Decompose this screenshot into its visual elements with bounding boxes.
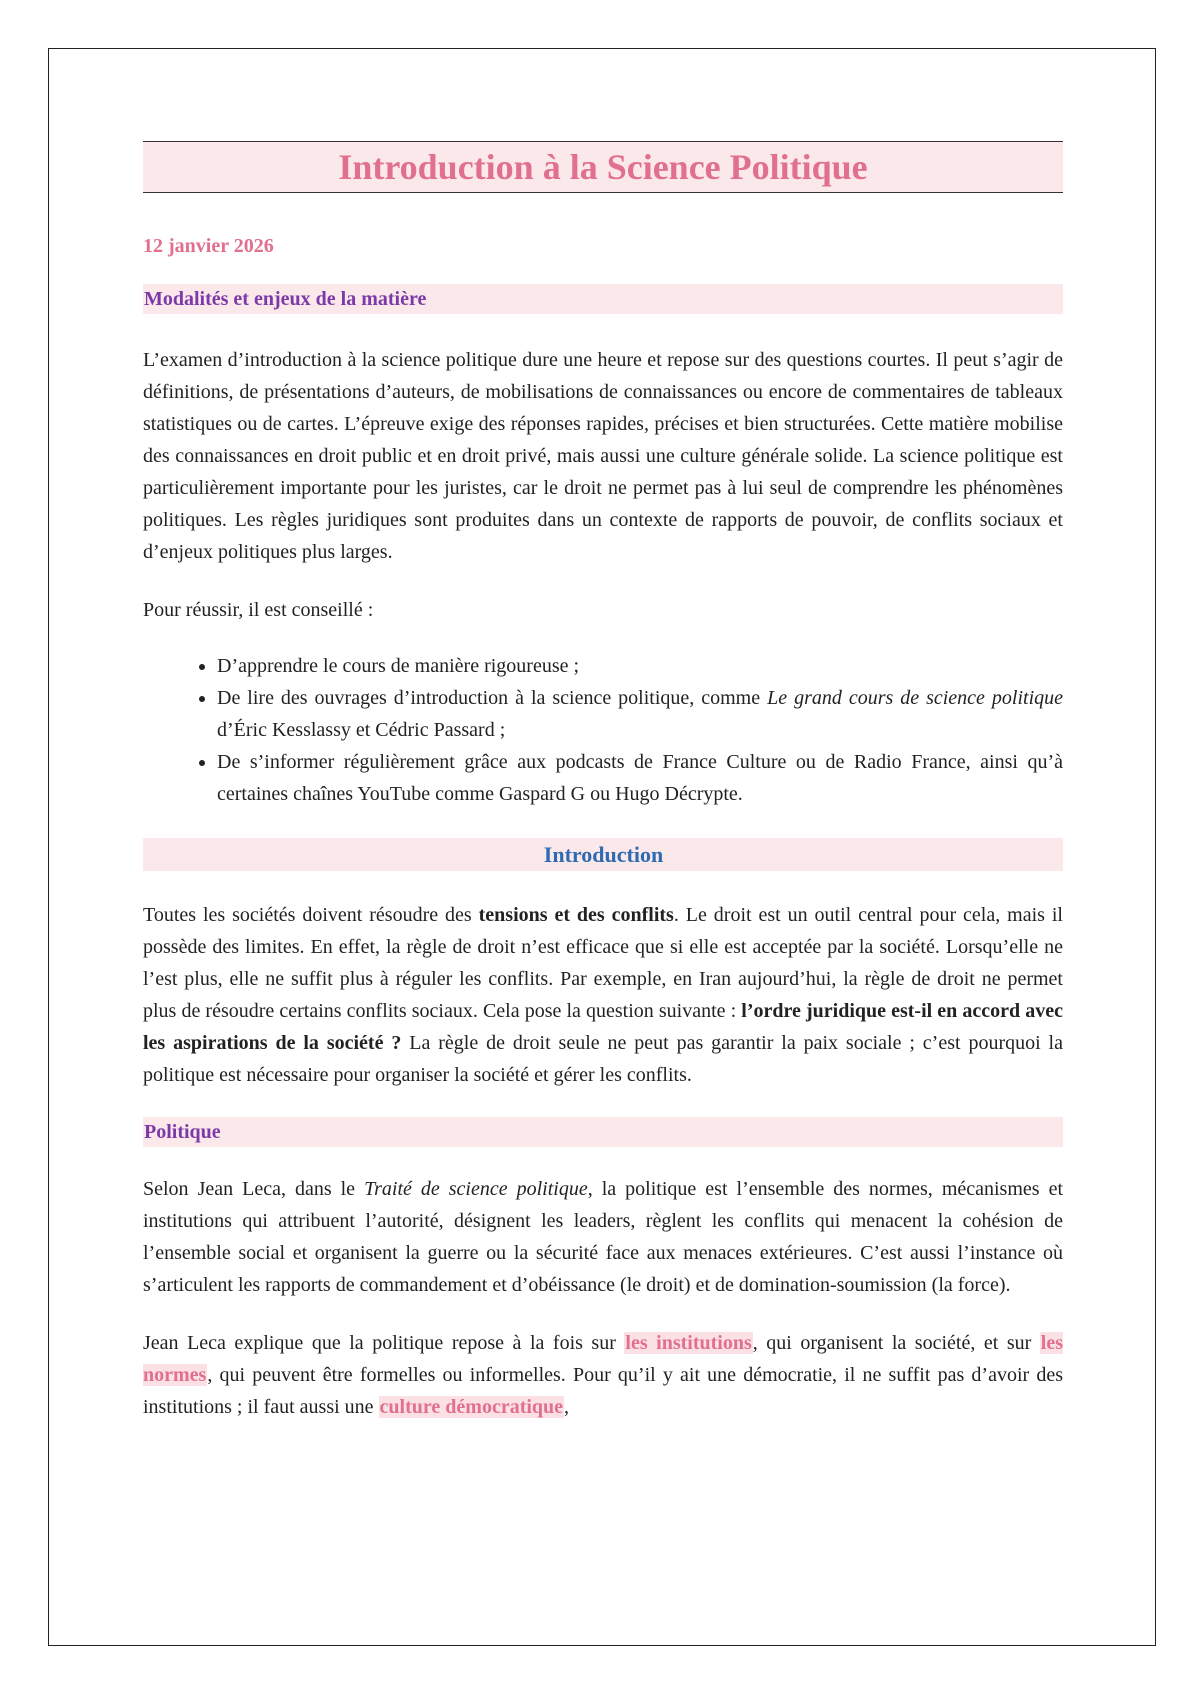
- text-run: La règle de droit seule ne peut pas garantir la paix sociale ; c’est pourquoi la politique est nécessaire pour organiser la société et gérer les conflits.: [143, 1032, 1063, 1086]
- paragraph-introduction: [143, 899, 1063, 1091]
- list-item: [217, 746, 1063, 810]
- list-item-text: De s’informer régulièrement grâce aux podcasts de France Culture ou de Radio France, ainsi qu’à certaines chaînes YouTube comme Gaspard G ou Hugo Décrypte.: [217, 751, 1063, 805]
- text-run: , qui organisent la société, et sur: [752, 1332, 1040, 1354]
- list-item: [217, 682, 1063, 746]
- paragraph-leca-definition: [143, 1173, 1063, 1301]
- text-run: Selon Jean Leca, dans le: [143, 1178, 365, 1200]
- document-content: [143, 141, 1063, 1423]
- paragraph-modalites: L’examen d’introduction à la science politique dure une heure et repose sur des questions courtes. Il peut s’agir de définitions, de présentations d’auteurs, de mobilisations de connaissances ou encore de commentaires de tableaux statistiques ou de cartes. L’épreuve exige des réponses rapides, précises et bien structurées. Cette matière mobilise des connaissances en droit public et en droit privé, mais aussi une culture générale solide. La science politique est particulièrement importante pour les juristes, car le droit ne permet pas à lui seul de comprendre les phénomènes politiques. Les règles juridiques sont produites dans un contexte de rapports de pouvoir, de conflits sociaux et d’enjeux politiques plus larges.: [143, 349, 1063, 563]
- highlight-institutions: les institutions: [625, 1332, 752, 1354]
- list-item-text: d’Éric Kesslassy et Cédric Passard ;: [217, 719, 506, 741]
- list-item: [217, 650, 1063, 682]
- text-run: . Le droit est un outil central pour cela, mais il possède des limites. En effet, la règle de droit n’est efficace que si elle est acceptée par la société. Lorsqu’elle ne l’est plus, elle ne suffit plus à réguler les conflits. Par exemple, en Iran aujourd’hui, la règle de droit ne permet plus de résoudre certains conflits sociaux. Cela pose la question suivante :: [143, 904, 1063, 1022]
- paragraph-leca-institutions: [143, 1327, 1063, 1423]
- page-title: Introduction à la Science Politique: [338, 147, 868, 187]
- advice-intro: Pour réussir, il est conseillé :: [143, 599, 374, 621]
- bold-question: l’ordre juridique est-il en accord avec les aspirations de la société ?: [143, 1000, 1063, 1054]
- text-run: , la politique est l’ensemble des normes, mécanismes et institutions qui attribuent l’autorité, désignent les leaders, règlent les conflits qui menacent la cohésion de l’ensemble social et organisent la guerre ou la sécurité face aux menaces extérieures. C’est aussi l’instance où s’articulent les rapports de commandement et d’obéissance (le droit) et de domination-soumission (la force).: [143, 1178, 1064, 1296]
- bold-text: tensions et des conflits: [478, 904, 674, 926]
- text-run: Toutes les sociétés doivent résoudre des: [143, 904, 479, 926]
- advice-list: [143, 650, 1063, 810]
- highlight-normes: les normes: [143, 1332, 1064, 1386]
- document-page: [48, 48, 1156, 1646]
- book-title: Le grand cours de science politique: [767, 687, 1063, 709]
- title-banner: [143, 141, 1063, 193]
- list-item-text: D’apprendre le cours de manière rigoureuse ;: [217, 655, 580, 677]
- text-run: ,: [564, 1396, 570, 1418]
- section-heading-modalites: Modalités et enjeux de la matière: [143, 284, 1063, 314]
- section-heading-politique: Politique: [143, 1117, 1063, 1147]
- text-run: Jean Leca explique que la politique repose à la fois sur: [143, 1332, 625, 1354]
- list-item-text: De lire des ouvrages d’introduction à la science politique, comme: [217, 687, 768, 709]
- section-heading-introduction: Introduction: [143, 838, 1063, 871]
- book-title: Traité de science politique: [364, 1178, 588, 1200]
- highlight-culture-democratique: culture démocratique: [379, 1396, 564, 1418]
- text-run: , qui peuvent être formelles ou informelles. Pour qu’il y ait une démocratie, il ne suffit pas d’avoir des institutions ; il faut aussi une: [143, 1364, 1063, 1418]
- document-date: 12 janvier 2026: [143, 235, 274, 257]
